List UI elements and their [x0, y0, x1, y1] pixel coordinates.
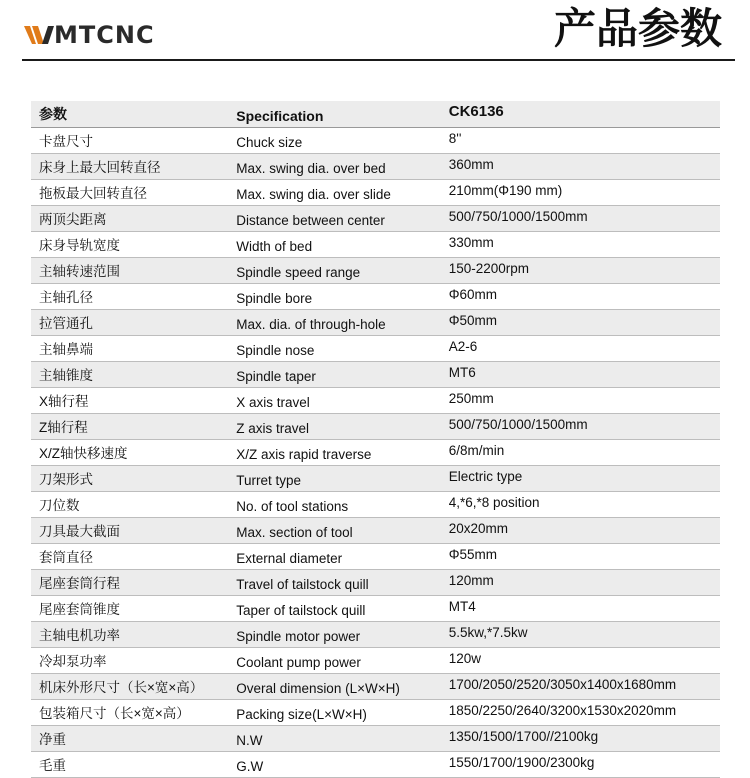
- table-row: [31, 621, 720, 647]
- row-value: 1350/1500/1700//2100kg: [441, 725, 720, 751]
- table-row: [31, 673, 720, 699]
- row-cn: X轴行程: [31, 387, 228, 413]
- table-row: [31, 231, 720, 257]
- row-value: Φ55mm: [441, 543, 720, 569]
- logo-text: MTCNC: [54, 21, 155, 49]
- row-en: Coolant pump power: [228, 647, 440, 673]
- row-cn: 毛重: [31, 751, 228, 777]
- table-row: [31, 595, 720, 621]
- row-en: Spindle speed range: [228, 257, 440, 283]
- table-row: [31, 257, 720, 283]
- row-en: Spindle motor power: [228, 621, 440, 647]
- row-cn: 主轴鼻端: [31, 335, 228, 361]
- page-title: 产品参数: [553, 4, 722, 53]
- row-value: MT4: [441, 595, 720, 621]
- row-en: N.W: [228, 725, 440, 751]
- row-en: Spindle taper: [228, 361, 440, 387]
- table-row: [31, 205, 720, 231]
- table-row: [31, 465, 720, 491]
- row-en: Z axis travel: [228, 413, 440, 439]
- row-en: Packing size(L×W×H): [228, 699, 440, 725]
- row-value: 20x20mm: [441, 517, 720, 543]
- row-value: 360mm: [441, 153, 720, 179]
- header-rule: [22, 59, 735, 61]
- table-row: [31, 127, 720, 153]
- row-en: X/Z axis rapid traverse: [228, 439, 440, 465]
- row-cn: 床身导轨宽度: [31, 231, 228, 257]
- table-row: [31, 543, 720, 569]
- header-en: Specification: [228, 101, 440, 127]
- row-en: Taper of tailstock quill: [228, 595, 440, 621]
- logo-mark-icon: [24, 24, 54, 46]
- table-row: [31, 751, 720, 777]
- table-row: [31, 491, 720, 517]
- row-cn: 包装箱尺寸（长×宽×高）: [31, 699, 228, 725]
- row-cn: 主轴孔径: [31, 283, 228, 309]
- row-value: 120w: [441, 647, 720, 673]
- row-value: MT6: [441, 361, 720, 387]
- row-en: Max. section of tool: [228, 517, 440, 543]
- row-cn: 拖板最大回转直径: [31, 179, 228, 205]
- row-value: 1550/1700/1900/2300kg: [441, 751, 720, 777]
- row-value: 120mm: [441, 569, 720, 595]
- page-header: [0, 0, 750, 62]
- row-cn: 刀位数: [31, 491, 228, 517]
- table-row: [31, 387, 720, 413]
- row-value: 150-2200rpm: [441, 257, 720, 283]
- row-value: 5.5kw,*7.5kw: [441, 621, 720, 647]
- brand-logo: [24, 20, 155, 50]
- table-row: [31, 153, 720, 179]
- row-value: A2-6: [441, 335, 720, 361]
- row-value: 330mm: [441, 231, 720, 257]
- header-cn: 参数: [31, 101, 228, 127]
- table-row: [31, 335, 720, 361]
- table-row: [31, 569, 720, 595]
- row-value: 1700/2050/2520/3050x1400x1680mm: [441, 673, 720, 699]
- row-value: 250mm: [441, 387, 720, 413]
- row-en: Distance between center: [228, 205, 440, 231]
- row-en: No. of tool stations: [228, 491, 440, 517]
- table-row: [31, 647, 720, 673]
- header-model: CK6136: [441, 101, 720, 127]
- row-cn: 卡盘尺寸: [31, 127, 228, 153]
- row-value: 8'': [441, 127, 720, 153]
- row-cn: 套筒直径: [31, 543, 228, 569]
- row-cn: 尾座套筒行程: [31, 569, 228, 595]
- row-cn: 机床外形尺寸（长×宽×高）: [31, 673, 228, 699]
- table-row: [31, 699, 720, 725]
- row-cn: 主轴电机功率: [31, 621, 228, 647]
- row-cn: 两顶尖距离: [31, 205, 228, 231]
- row-cn: Z轴行程: [31, 413, 228, 439]
- table-header-row: [31, 101, 720, 127]
- row-value: 500/750/1000/1500mm: [441, 413, 720, 439]
- table-row: [31, 439, 720, 465]
- row-cn: 冷却泵功率: [31, 647, 228, 673]
- row-en: Overal dimension (L×W×H): [228, 673, 440, 699]
- row-en: Turret type: [228, 465, 440, 491]
- row-value: 4,*6,*8 position: [441, 491, 720, 517]
- row-en: Spindle nose: [228, 335, 440, 361]
- row-value: 1850/2250/2640/3200x1530x2020mm: [441, 699, 720, 725]
- row-en: Travel of tailstock quill: [228, 569, 440, 595]
- table-row: [31, 361, 720, 387]
- spec-table: [31, 101, 720, 778]
- row-value: Φ50mm: [441, 309, 720, 335]
- row-en: External diameter: [228, 543, 440, 569]
- row-value: 210mm(Φ190 mm): [441, 179, 720, 205]
- table-row: [31, 179, 720, 205]
- row-cn: 刀具最大截面: [31, 517, 228, 543]
- row-cn: 尾座套筒锥度: [31, 595, 228, 621]
- row-en: Max. dia. of through-hole: [228, 309, 440, 335]
- row-en: X axis travel: [228, 387, 440, 413]
- row-cn: 拉管通孔: [31, 309, 228, 335]
- row-en: Width of bed: [228, 231, 440, 257]
- row-en: G.W: [228, 751, 440, 777]
- row-cn: 床身上最大回转直径: [31, 153, 228, 179]
- row-cn: 刀架形式: [31, 465, 228, 491]
- row-en: Chuck size: [228, 127, 440, 153]
- row-value: Electric type: [441, 465, 720, 491]
- row-value: 500/750/1000/1500mm: [441, 205, 720, 231]
- row-cn: 净重: [31, 725, 228, 751]
- table-row: [31, 283, 720, 309]
- row-en: Max. swing dia. over bed: [228, 153, 440, 179]
- table-row: [31, 309, 720, 335]
- row-en: Spindle bore: [228, 283, 440, 309]
- row-cn: 主轴转速范围: [31, 257, 228, 283]
- table-row: [31, 413, 720, 439]
- row-value: Φ60mm: [441, 283, 720, 309]
- table-row: [31, 725, 720, 751]
- row-value: 6/8m/min: [441, 439, 720, 465]
- row-en: Max. swing dia. over slide: [228, 179, 440, 205]
- row-cn: 主轴锥度: [31, 361, 228, 387]
- table-row: [31, 517, 720, 543]
- row-cn: X/Z轴快移速度: [31, 439, 228, 465]
